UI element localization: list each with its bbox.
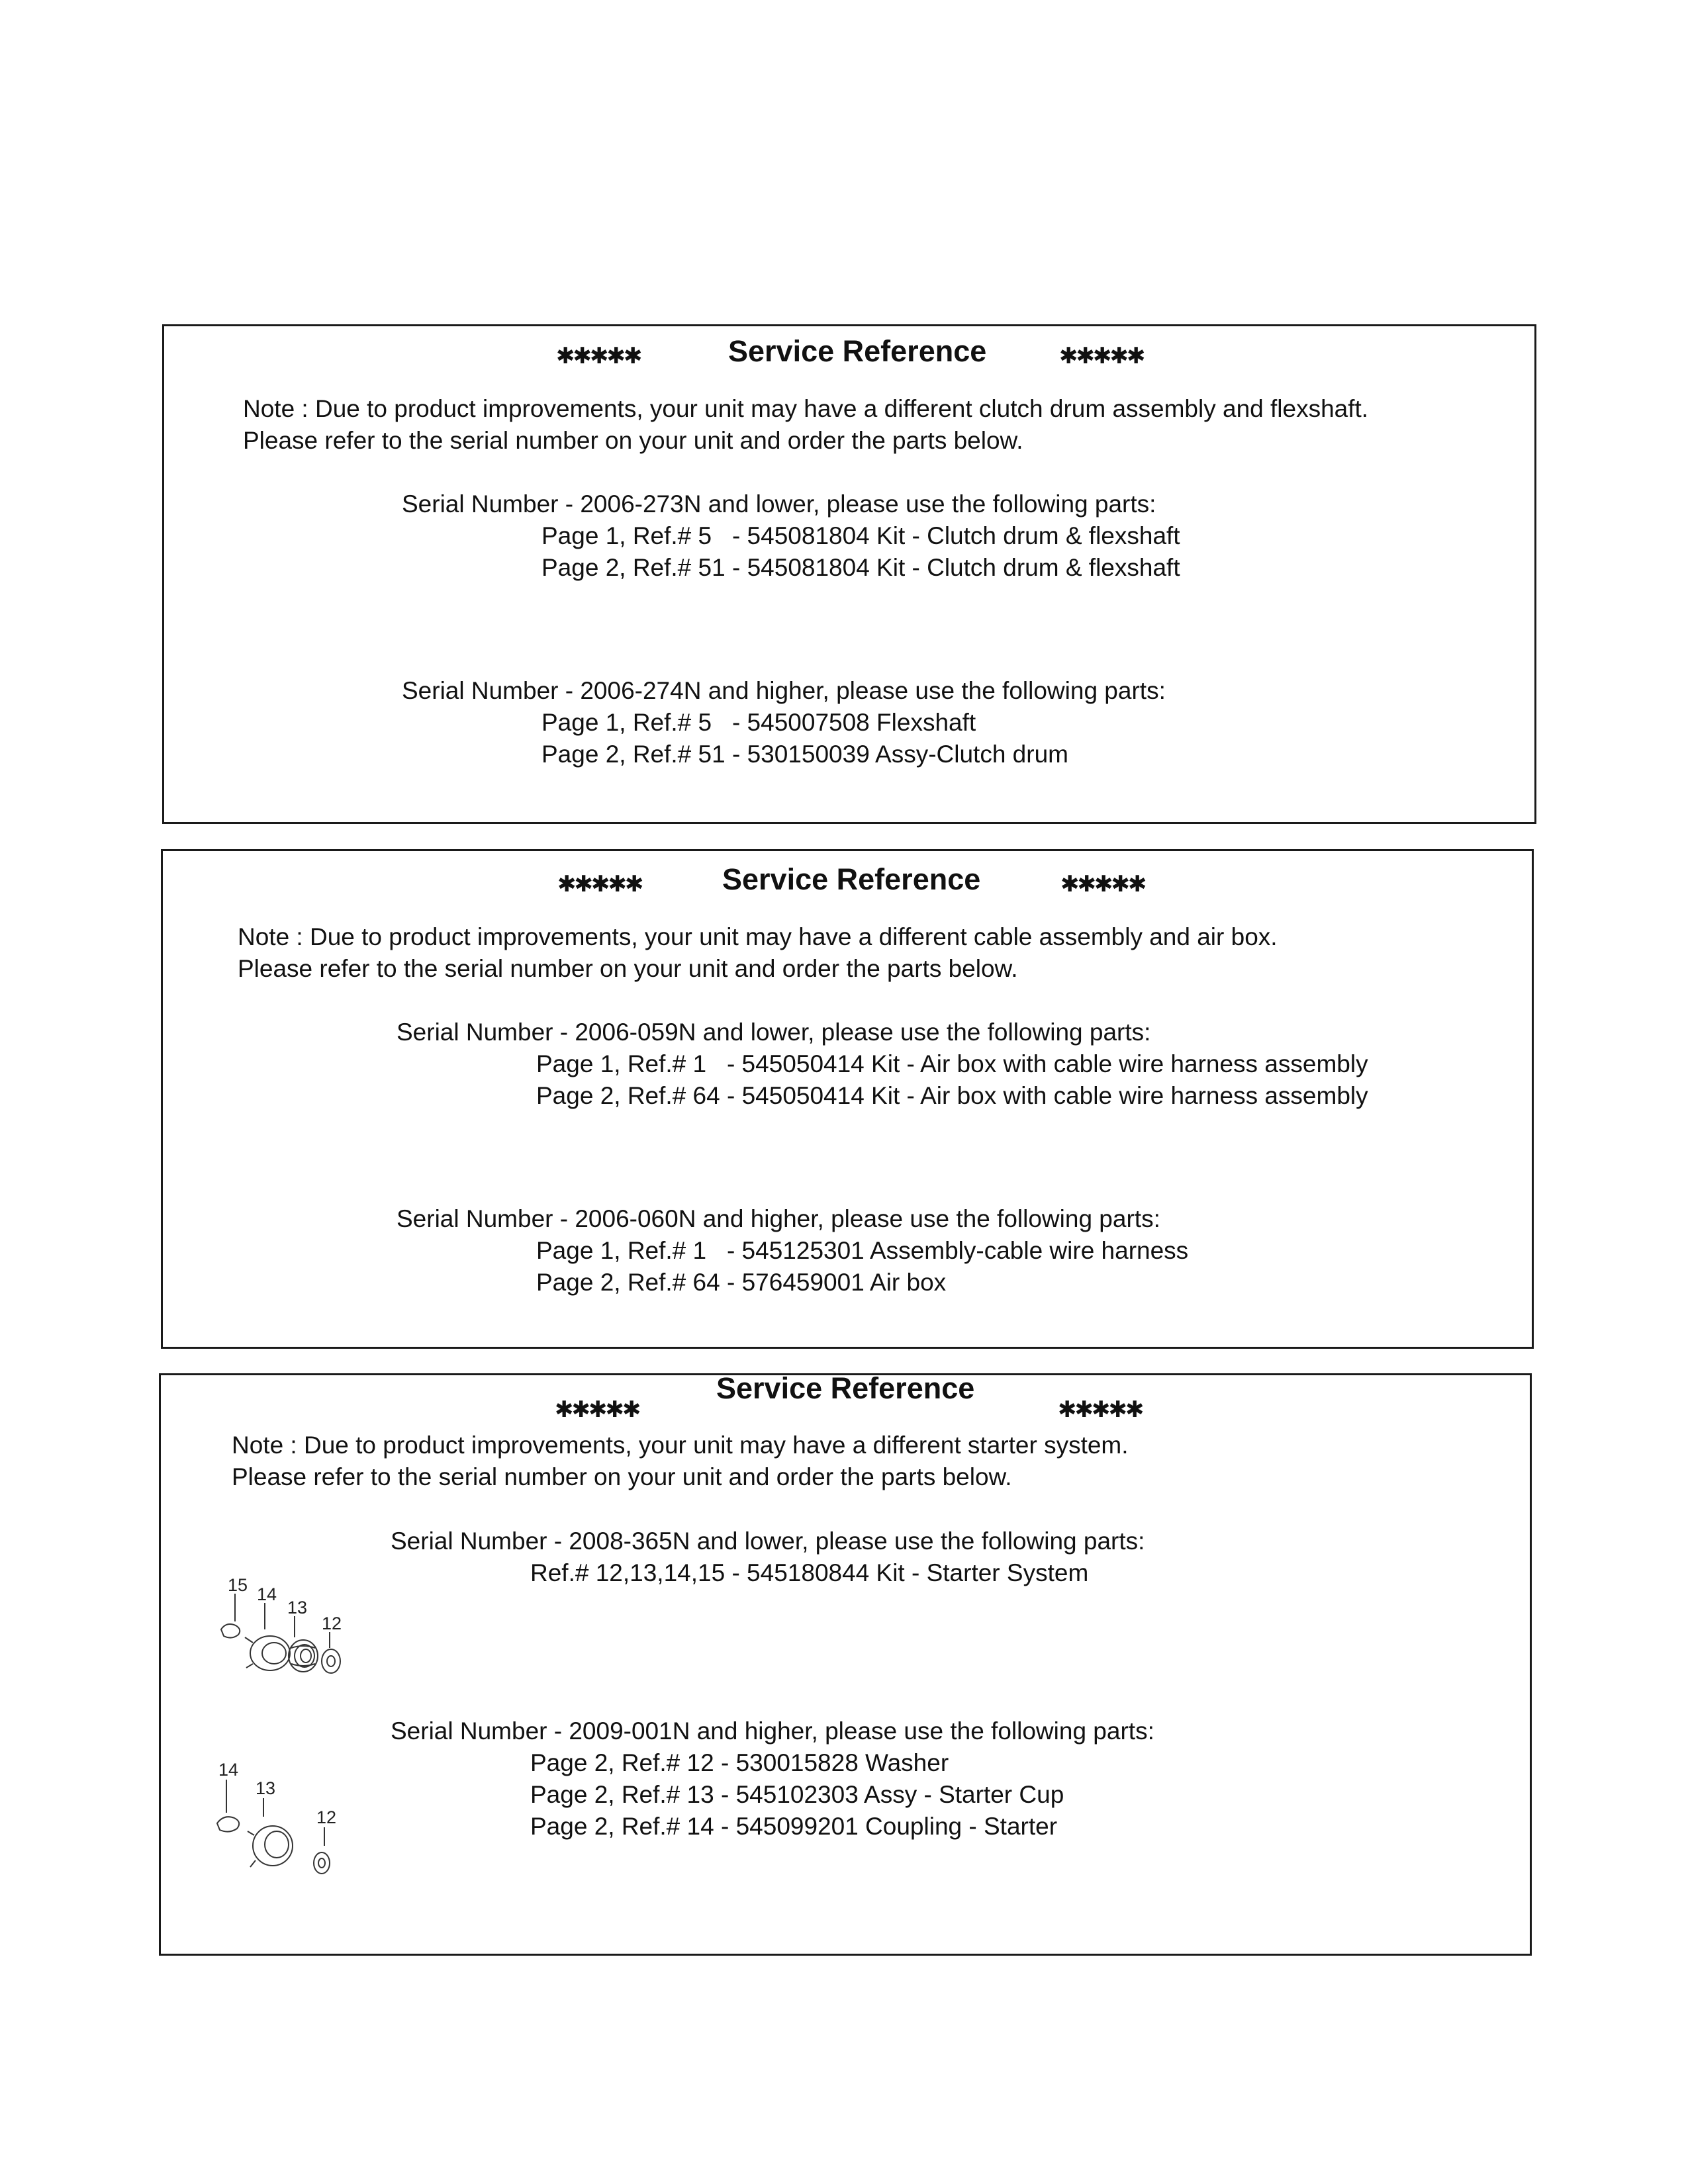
section-title: Service Reference (728, 334, 987, 368)
stars-right: ✱✱✱✱✱ (1059, 343, 1144, 369)
stars-left: ✱✱✱✱✱ (557, 872, 642, 897)
serial-number-heading: Serial Number - 2006-274N and higher, please use the following parts: (402, 677, 1166, 704)
part-line: Page 1, Ref.# 5 - 545007508 Flexshaft (541, 709, 976, 736)
note-text: Please refer to the serial number on your unit and order the parts below. (238, 955, 1018, 982)
ref-label-13: 13 (256, 1778, 276, 1798)
serial-number-heading: Serial Number - 2006-060N and higher, please use the following parts: (397, 1205, 1160, 1232)
stars-left: ✱✱✱✱✱ (556, 343, 641, 369)
starter-parts-illustration (212, 1757, 357, 1889)
stars-right: ✱✱✱✱✱ (1058, 1397, 1143, 1422)
note-text: Note : Due to product improvements, your unit may have a different clutch drum assembly and flexshaft. (243, 395, 1369, 422)
part-line: Page 2, Ref.# 64 - 576459001 Air box (536, 1269, 947, 1296)
part-line: Page 1, Ref.# 1 - 545050414 Kit - Air box with cable wire harness assembly (536, 1050, 1368, 1077)
note-text: Note : Due to product improvements, your unit may have a different starter system. (232, 1432, 1129, 1459)
part-line: Page 2, Ref.# 51 - 545081804 Kit - Clutch drum & flexshaft (541, 554, 1180, 581)
part-line: Page 1, Ref.# 1 - 545125301 Assembly-cable wire harness (536, 1237, 1189, 1264)
serial-number-heading: Serial Number - 2009-001N and higher, please use the following parts: (391, 1717, 1154, 1745)
note-text: Please refer to the serial number on your unit and order the parts below. (243, 427, 1023, 454)
part-line: Ref.# 12,13,14,15 - 545180844 Kit - Starter System (530, 1559, 1089, 1586)
note-text: Please refer to the serial number on your unit and order the parts below. (232, 1463, 1012, 1490)
part-line: Page 1, Ref.# 5 - 545081804 Kit - Clutch drum & flexshaft (541, 522, 1180, 549)
serial-number-heading: Serial Number - 2008-365N and lower, please use the following parts: (391, 1527, 1145, 1555)
ref-label-13: 13 (287, 1598, 308, 1617)
starter-system-diagram-old (212, 1569, 357, 1688)
ref-label-14: 14 (257, 1584, 277, 1604)
part-line: Page 2, Ref.# 51 - 530150039 Assy-Clutch drum (541, 741, 1068, 768)
ref-label-12: 12 (316, 1807, 337, 1827)
ref-label-15: 15 (228, 1575, 248, 1595)
serial-number-heading: Serial Number - 2006-059N and lower, please use the following parts: (397, 1019, 1151, 1046)
section-title: Service Reference (722, 862, 981, 896)
section-title: Service Reference (716, 1371, 975, 1405)
starter-system-diagram-new (212, 1757, 357, 1889)
ref-label-12: 12 (322, 1614, 342, 1633)
part-line: Page 2, Ref.# 13 - 545102303 Assy - Starter Cup (530, 1781, 1064, 1808)
serial-number-heading: Serial Number - 2006-273N and lower, please use the following parts: (402, 490, 1156, 518)
part-line: Page 2, Ref.# 64 - 545050414 Kit - Air box with cable wire harness assembly (536, 1082, 1368, 1109)
starter-parts-illustration (212, 1569, 357, 1688)
part-line: Page 2, Ref.# 12 - 530015828 Washer (530, 1749, 949, 1776)
ref-label-14: 14 (218, 1760, 239, 1780)
part-line: Page 2, Ref.# 14 - 545099201 Coupling - Starter (530, 1813, 1058, 1840)
stars-left: ✱✱✱✱✱ (555, 1397, 639, 1422)
note-text: Note : Due to product improvements, your unit may have a different cable assembly and air box. (238, 923, 1278, 950)
stars-right: ✱✱✱✱✱ (1060, 872, 1145, 897)
